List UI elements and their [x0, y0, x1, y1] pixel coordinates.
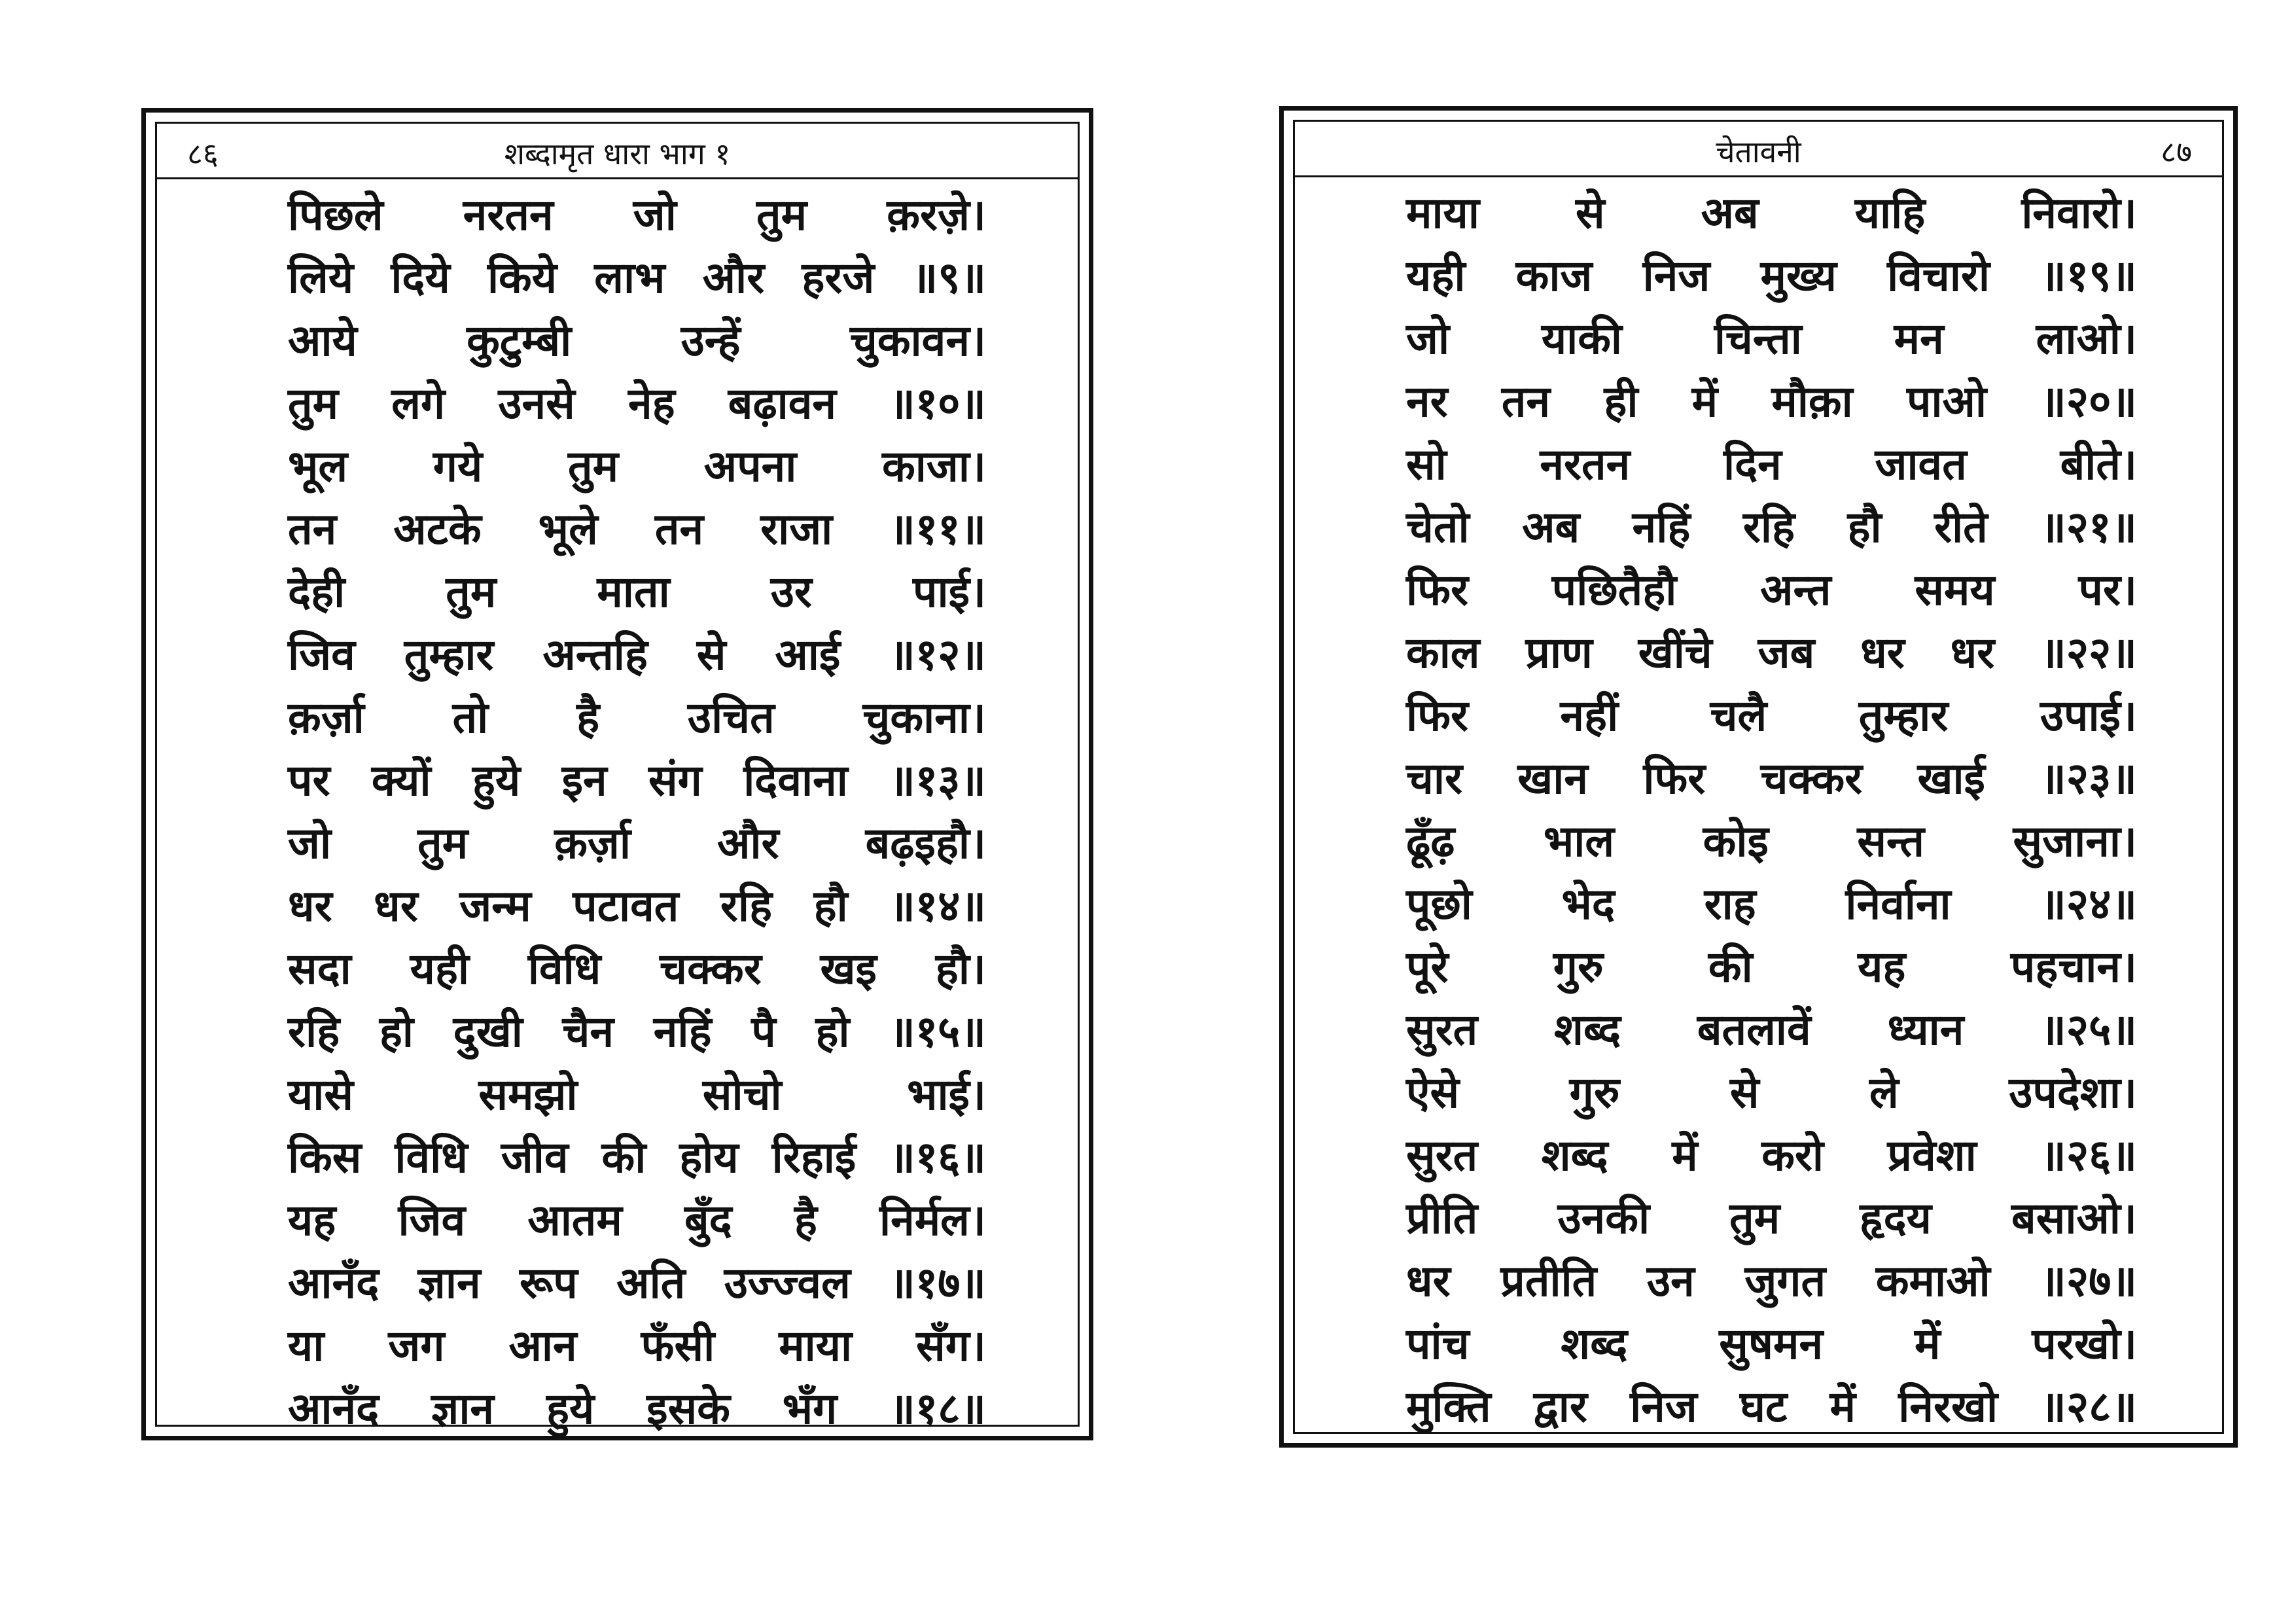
right-page-header — [1295, 122, 2222, 177]
verse-line: नर तन ही में मौक़ा पाओ ॥२०॥ — [1406, 376, 2137, 427]
verse-line: पांच शब्द सुषमन में परखो। — [1406, 1319, 2137, 1369]
verse-line: काल प्राण खींचे जब धर धर ॥२२॥ — [1406, 628, 2137, 678]
verse-line: माया से अब याहि निवारो। — [1406, 188, 2137, 238]
right-verse-list — [1295, 182, 2222, 1438]
verse-line: चेतो अब नहिं रहि हौ रीते ॥२१॥ — [1406, 502, 2137, 552]
verse-line: लिये दिये किये लाभ और हरजे ॥९॥ — [288, 253, 986, 303]
verse-line: यह जिव आतम बुँद है निर्मल। — [288, 1195, 986, 1245]
verse-line: ढूँढ़ भाल कोइ सन्त सुजाना। — [1406, 816, 2137, 866]
verse-line: तुम लगे उनसे नेह बढ़ावन ॥१०॥ — [288, 378, 986, 429]
verse-line: पर क्यों हुये इन संग दिवाना ॥१३॥ — [288, 755, 986, 806]
right-page — [1279, 106, 2238, 1448]
verse-line: यही काज निज मुख्य विचारो ॥१९॥ — [1406, 251, 2137, 301]
verse-line: चार खान फिर चक्कर खाई ॥२३॥ — [1406, 753, 2137, 804]
verse-line: पूरे गुरु की यह पहचान। — [1406, 942, 2137, 992]
left-page-number: ८६ — [187, 136, 219, 171]
verse-line: सुरत शब्द में करो प्रवेशा ॥२६॥ — [1406, 1130, 2137, 1181]
verse-line: प्रीति उनकी तुम हृदय बसाओ। — [1406, 1193, 2137, 1243]
right-page-number: ८७ — [2161, 134, 2192, 169]
left-page-frame — [155, 122, 1080, 1434]
verse-line: रहि हो दुखी चैन नहिं पै हो ॥१५॥ — [288, 1007, 986, 1057]
verse-line: भूल गये तुम अपना काजा। — [288, 441, 986, 491]
verse-line: तन अटके भूले तन राजा ॥११॥ — [288, 504, 986, 554]
verse-line: किस विधि जीव की होय रिहाई ॥१६॥ — [288, 1132, 986, 1183]
verse-line: पूछो भेद राह निर्वाना ॥२४॥ — [1406, 879, 2137, 929]
verse-line: जिव तुम्हार अन्तहि से आई ॥१२॥ — [288, 630, 986, 680]
verse-line: यासे समझो सोचो भाई। — [288, 1069, 986, 1120]
verse-line: सो नरतन दिन जावत बीते। — [1406, 439, 2137, 490]
verse-line: धर धर जन्म पटावत रहि हौ ॥१४॥ — [288, 881, 986, 931]
verse-line: पिछले नरतन जो तुम क़रज़े। — [288, 190, 986, 240]
left-running-title: शब्दामृत धारा भाग १ — [504, 136, 731, 171]
verse-line: फिर नहीं चलै तुम्हार उपाई। — [1406, 690, 2137, 741]
right-running-title: चेतावनी — [1716, 134, 1801, 169]
verse-line: सुरत शब्द बतलावें ध्यान ॥२५॥ — [1406, 1005, 2137, 1055]
verse-line: मुक्ति द्वार निज घट में निरखो ॥२८॥ — [1406, 1382, 2137, 1432]
verse-line: धर प्रतीति उन जुगत कमाओ ॥२७॥ — [1406, 1256, 2137, 1306]
verse-line: ऐसे गुरु से ले उपदेशा। — [1406, 1067, 2137, 1118]
verse-line: सदा यही विधि चक्कर खइ हौ। — [288, 944, 986, 994]
verse-line: आये कुटुम्बी उन्हें चुकावन। — [288, 315, 986, 366]
verse-line: देही तुम माता उर पाई। — [288, 567, 986, 617]
left-verse-list — [157, 184, 1078, 1440]
left-page — [141, 108, 1093, 1440]
left-page-header — [157, 124, 1078, 179]
verse-line: आनँद ज्ञान हुये इसके भँग ॥१८॥ — [288, 1383, 986, 1434]
verse-line: जो तुम क़र्ज़ा और बढ़इहौ। — [288, 818, 986, 868]
verse-line: आनँद ज्ञान रूप अति उज्ज्वल ॥१७॥ — [288, 1258, 986, 1308]
verse-line: फिर पछितैहौ अन्त समय पर। — [1406, 565, 2137, 615]
verse-line: या जग आन फँसी माया सँग। — [288, 1321, 986, 1371]
verse-line: जो याकी चिन्ता मन लाओ। — [1406, 313, 2137, 364]
right-page-frame — [1293, 120, 2224, 1434]
verse-line: क़र्ज़ा तो है उचित चुकाना। — [288, 692, 986, 743]
